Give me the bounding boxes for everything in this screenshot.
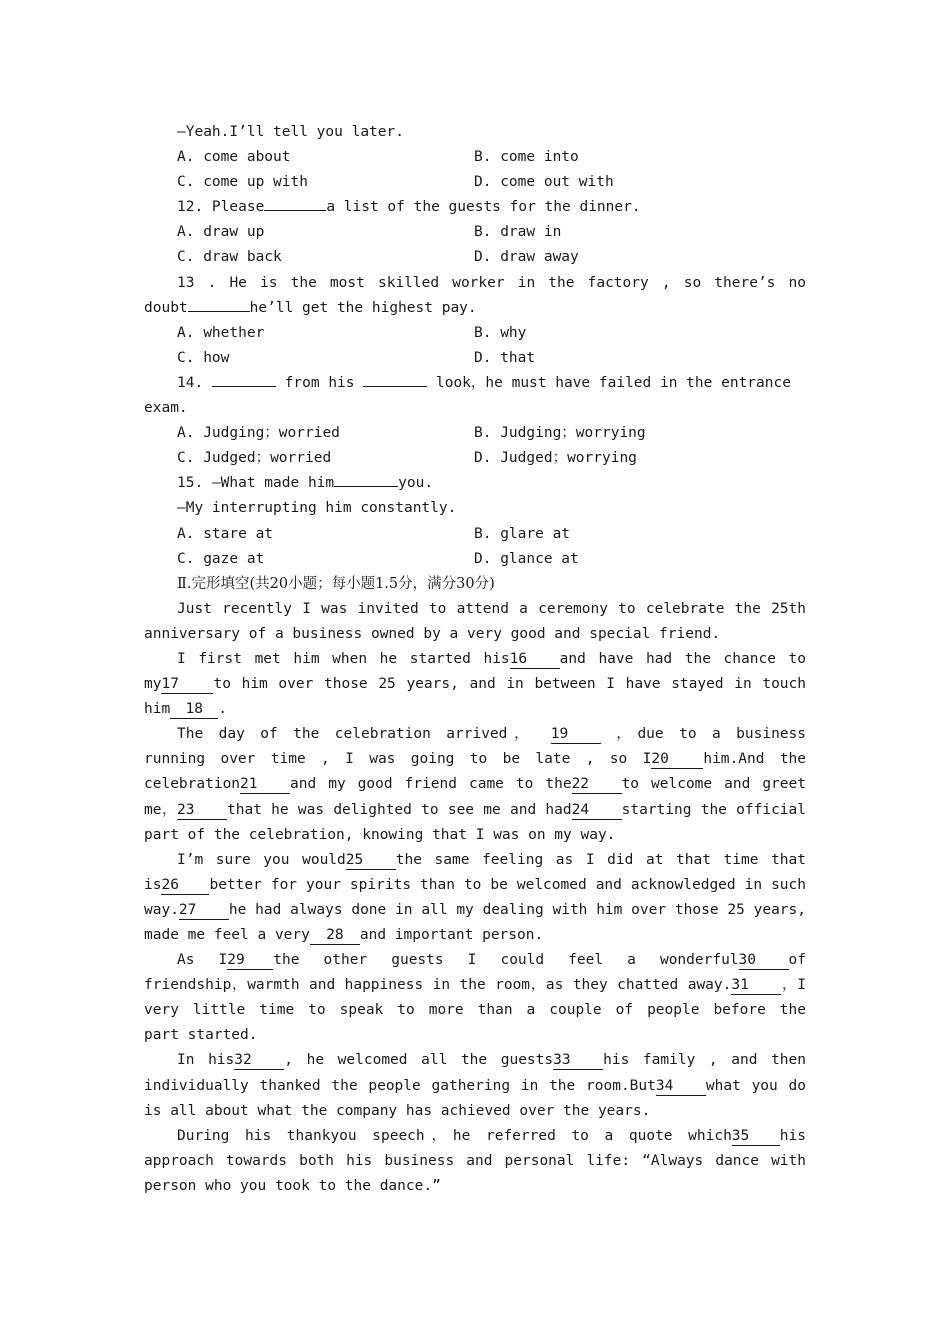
blank-33: 33 <box>553 1051 603 1070</box>
text-segment: made me feel a very <box>144 927 310 943</box>
q14-option-a: A. Judging；worried <box>177 425 340 442</box>
q15-options-row1 <box>144 522 806 547</box>
passage-p7-line1 <box>144 1124 806 1149</box>
q14-blank-2 <box>363 386 427 387</box>
passage-p5-line4: part started. <box>144 1027 258 1044</box>
text-segment: celebration <box>144 776 241 793</box>
blank-21: 21 <box>240 775 290 794</box>
passage-p1-line1: Just recently I was invited to attend a ceremony to celebrate the 25th <box>177 600 806 617</box>
blank-34: 34 <box>656 1077 706 1096</box>
blank-31: 31 <box>731 976 781 995</box>
q14-option-c: C. Judged；worried <box>177 450 332 467</box>
passage-p6-line3: is all about what the company has achieved over the years. <box>144 1102 651 1119</box>
text-segment: he had always done in all my dealing with him over those 25 years, <box>228 901 806 918</box>
q15-option-b: B. glare at <box>474 525 571 542</box>
q12-option-b: B. draw in <box>474 224 562 241</box>
document-page <box>144 120 806 1199</box>
q13-options-row1 <box>144 321 806 346</box>
q12-option-c: C. draw back <box>177 249 282 266</box>
q13-option-d: D. that <box>474 349 536 366</box>
q14-stem-line1 <box>144 371 806 396</box>
passage-p3-line4 <box>144 798 806 823</box>
q11-options-row1 <box>144 145 806 170</box>
passage-p2-line1 <box>144 647 806 672</box>
text-segment: individually thanked the people gathering in the room.But <box>144 1077 656 1094</box>
passage-p6-line1 <box>144 1048 806 1073</box>
text-segment: to welcome and greet <box>621 776 806 793</box>
text-segment: his <box>779 1127 806 1144</box>
text-segment: ，I <box>781 977 806 994</box>
text-segment: , he welcomed all the guests <box>284 1052 554 1069</box>
blank-27: 27 <box>179 901 229 920</box>
q15-option-c: C. gaze at <box>177 550 265 567</box>
q13-blank <box>188 311 250 312</box>
text-segment: way. <box>144 901 179 918</box>
blank-17: 17 <box>161 675 213 694</box>
q15-options-row2 <box>144 547 806 572</box>
text-segment: that he was delighted to see me and had <box>227 801 572 818</box>
q14-options-row2 <box>144 446 806 471</box>
q14-stem-mid: from his <box>284 374 355 391</box>
text-segment: and have had the chance to <box>559 650 806 667</box>
q13-stem-line1: 13 . He is the most skilled worker in the factory , so there’s no <box>177 274 806 291</box>
text-segment: . <box>218 701 227 718</box>
q11-option-d: D. come out with <box>474 174 614 191</box>
q13-stem-post: he’ll get the highest pay. <box>249 299 477 316</box>
passage-p3-line2 <box>144 747 806 772</box>
q11-option-a: A. come about <box>177 149 291 166</box>
q13-options-row2 <box>144 346 806 371</box>
q14-stem-pre: 14. <box>177 374 204 391</box>
text-segment: During his thankyou speech，he referred to a quote which <box>177 1127 732 1144</box>
passage-p4-line2 <box>144 873 806 898</box>
text-segment: and my good friend came to the <box>290 776 572 793</box>
q12-option-a: A. draw up <box>177 224 265 241</box>
passage-p4-line3 <box>144 898 806 923</box>
text-segment: the same feeling as I did at that time that <box>395 851 806 868</box>
q15-stem-pre: 15. —What made him <box>177 475 335 492</box>
passage-p5-line3: very little time to speak to more than a couple of people before the <box>144 1002 806 1019</box>
q15-stem-post: you. <box>398 475 434 492</box>
text-segment: In his <box>177 1052 235 1069</box>
passage-p5-line1 <box>144 948 806 973</box>
q13-option-b: B. why <box>474 324 527 341</box>
blank-32: 32 <box>234 1051 284 1070</box>
q15-stem <box>144 471 806 496</box>
text-segment: better for your spirits than to be welcomed and acknowledged in such <box>209 876 806 893</box>
text-segment: I’m sure you would <box>177 851 346 868</box>
text-segment: ，due to a business <box>616 726 806 743</box>
q13-stem-pre: doubt <box>144 299 188 316</box>
text-segment: is <box>144 876 162 893</box>
blank-19: 19 <box>551 725 601 744</box>
text-segment: the other guests I could feel a wonderful <box>273 952 739 969</box>
blank-28: 28 <box>310 926 360 945</box>
q13-stem-line2 <box>144 296 806 321</box>
passage-p2-line3 <box>144 697 806 722</box>
passage-p4-line1 <box>144 848 806 873</box>
text-segment: of <box>788 952 806 969</box>
passage-p7-line3: person who you took to the dance.” <box>144 1177 441 1194</box>
q11-options-row2 <box>144 170 806 195</box>
text-segment: starting the official <box>621 801 806 818</box>
q14-option-b: B. Judging；worrying <box>474 425 646 442</box>
passage-p3-line1 <box>144 722 806 747</box>
q13-option-c: C. how <box>177 349 230 366</box>
q11-option-c: C. come up with <box>177 174 308 191</box>
q14-stem-line2: exam. <box>144 400 188 417</box>
q14-options-row1 <box>144 421 806 446</box>
blank-29: 29 <box>227 951 273 970</box>
text-segment: what you do <box>705 1077 806 1094</box>
text-segment: to him over those 25 years, and in between I have stayed in touch <box>213 676 806 693</box>
text-segment: him.And the <box>703 751 806 768</box>
passage-p1-line2: anniversary of a business owned by a very good and special friend. <box>144 625 721 642</box>
q15-blank <box>334 486 398 487</box>
q12-stem <box>144 195 806 220</box>
text-segment: I first met him when he started his <box>177 650 510 667</box>
text-segment: As I <box>177 952 228 969</box>
q15-option-a: A. stare at <box>177 525 274 542</box>
text-segment: me， <box>144 801 177 818</box>
q14-stem-post: look，he must have failed in the entrance <box>435 374 791 391</box>
q15-option-d: D. glance at <box>474 550 579 567</box>
passage-p5-line2 <box>144 973 806 998</box>
text-segment: The day of the celebration arrived， <box>177 726 536 743</box>
blank-18: 18 <box>170 700 218 719</box>
text-segment: running over time , I was going to be late , so I <box>144 751 652 768</box>
passage-p7-line2: approach towards both his business and personal life: “Always dance with <box>144 1152 806 1169</box>
q14-option-d: D. Judged；worrying <box>474 450 637 467</box>
passage-p3-line3 <box>144 772 806 797</box>
blank-35: 35 <box>732 1127 780 1146</box>
q11-reply: —Yeah.I’ll tell you later. <box>177 124 404 140</box>
q12-options-row1 <box>144 220 806 245</box>
blank-23: 23 <box>177 801 227 820</box>
q13-option-a: A. whether <box>177 324 265 341</box>
q12-blank <box>264 210 326 211</box>
blank-24: 24 <box>572 801 622 820</box>
q12-options-row2 <box>144 245 806 270</box>
passage-p3-line5: part of the celebration, knowing that I was on my way. <box>144 826 616 843</box>
text-segment: friendship，warmth and happiness in the room，as they chatted away. <box>144 977 732 994</box>
q15-reply: —My interrupting him constantly. <box>177 500 457 517</box>
text-segment: and important person. <box>359 927 544 943</box>
text-segment: his family , and then <box>603 1052 806 1069</box>
passage-p6-line2 <box>144 1074 806 1099</box>
blank-26: 26 <box>161 876 209 895</box>
text-segment: my <box>144 676 162 693</box>
q11-option-b: B. come into <box>474 149 579 166</box>
blank-20: 20 <box>651 750 703 769</box>
blank-30: 30 <box>739 951 789 970</box>
q12-stem-post: a list of the guests for the dinner. <box>326 199 641 216</box>
blank-16: 16 <box>510 650 560 669</box>
blank-25: 25 <box>346 851 396 870</box>
q12-option-d: D. draw away <box>474 249 579 266</box>
blank-22: 22 <box>572 775 622 794</box>
q14-blank-1 <box>212 386 276 387</box>
section-heading: Ⅱ.完形填空(共20小题；每小题1.5分，满分30分) <box>177 575 495 592</box>
text-segment: him <box>144 701 171 718</box>
q12-stem-pre: 12. Please <box>177 199 265 216</box>
passage-p4-line4 <box>144 923 806 948</box>
passage-p2-line2 <box>144 672 806 697</box>
